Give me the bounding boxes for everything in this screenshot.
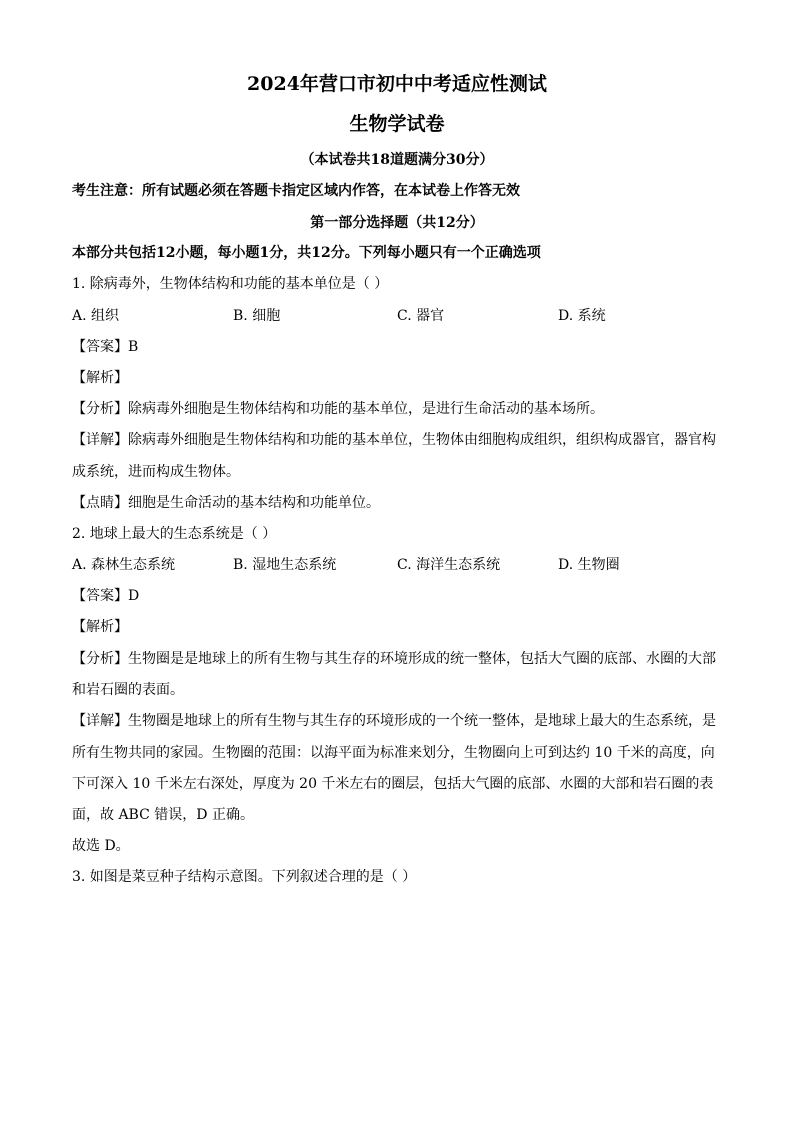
question-1-dianjing: 【点睛】细胞是生命活动的基本结构和功能单位。: [72, 495, 380, 511]
question-1-xiangjie-line-1: 【详解】除病毒外细胞是生物体结构和功能的基本单位，生物体由细胞构成组织，组织构成器官，器官构: [72, 432, 716, 448]
question-2-analysis-label: 【解析】: [72, 619, 128, 635]
question-1-analysis-label: 【解析】: [72, 370, 128, 386]
candidate-notice: 考生注意：所有试题必须在答题卡指定区域内作答，在本试卷上作答无效: [72, 183, 520, 199]
question-1-option-d: D. 系统: [558, 308, 606, 324]
question-2-option-d: D. 生物圈: [558, 557, 620, 573]
question-2-fenxi-line-2: 和岩石圈的表面。: [72, 682, 184, 698]
question-2-xiangjie-line-1: 【详解】生物圈是地球上的所有生物与其生存的环境形成的一个统一整体，是地球上最大的生态系统，是: [72, 713, 716, 729]
subject-title: 生物学试卷: [349, 113, 445, 135]
question-2-xiangjie-line-4: 面，故 ABC 错误，D 正确。: [72, 807, 254, 823]
question-2-stem: 2. 地球上最大的生态系统是（ ）: [72, 526, 277, 542]
question-2-answer: 【答案】D: [72, 588, 140, 604]
question-2-option-c: C. 海洋生态系统: [397, 557, 501, 573]
question-1-xiangjie-line-2: 成系统，进而构成生物体。: [72, 464, 240, 480]
question-1-option-b: B. 细胞: [233, 308, 281, 324]
question-1-option-a: A. 组织: [72, 308, 120, 324]
question-1-answer: 【答案】B: [72, 339, 139, 355]
section-title: 第一部分选择题（共12分）: [310, 215, 484, 231]
question-1-option-c: C. 器官: [397, 308, 445, 324]
question-2-xiangjie-line-2: 所有生物共同的家园。生物圈的范围：以海平面为标准来划分，生物圈向上可到达约 10 千米的高度，向: [72, 745, 715, 761]
question-2-option-b: B. 湿地生态系统: [233, 557, 337, 573]
question-2-option-a: A. 森林生态系统: [72, 557, 176, 573]
exam-note: （本试卷共18道题满分30分）: [300, 152, 494, 168]
question-3-stem: 3. 如图是菜豆种子结构示意图。下列叙述合理的是（ ）: [72, 869, 417, 885]
section-intro: 本部分共包括12小题，每小题1分，共12分。下列每小题只有一个正确选项: [72, 245, 541, 261]
question-2-xiangjie-line-3: 下可深入 10 千米左右深处，厚度为 20 千米左右的圈层，包括大气圈的底部、水圈的大部和岩石圈的表: [72, 776, 714, 792]
question-1-fenxi: 【分析】除病毒外细胞是生物体结构和功能的基本单位，是进行生命活动的基本场所。: [72, 401, 604, 417]
question-2-fenxi-line-1: 【分析】生物圈是是地球上的所有生物与其生存的环境形成的统一整体，包括大气圈的底部、水圈的大部: [72, 651, 716, 667]
question-1-stem: 1. 除病毒外，生物体结构和功能的基本单位是（ ）: [72, 276, 389, 292]
exam-title: 2024年营口市初中中考适应性测试: [247, 73, 547, 95]
question-2-conclusion: 故选 D。: [72, 838, 130, 854]
